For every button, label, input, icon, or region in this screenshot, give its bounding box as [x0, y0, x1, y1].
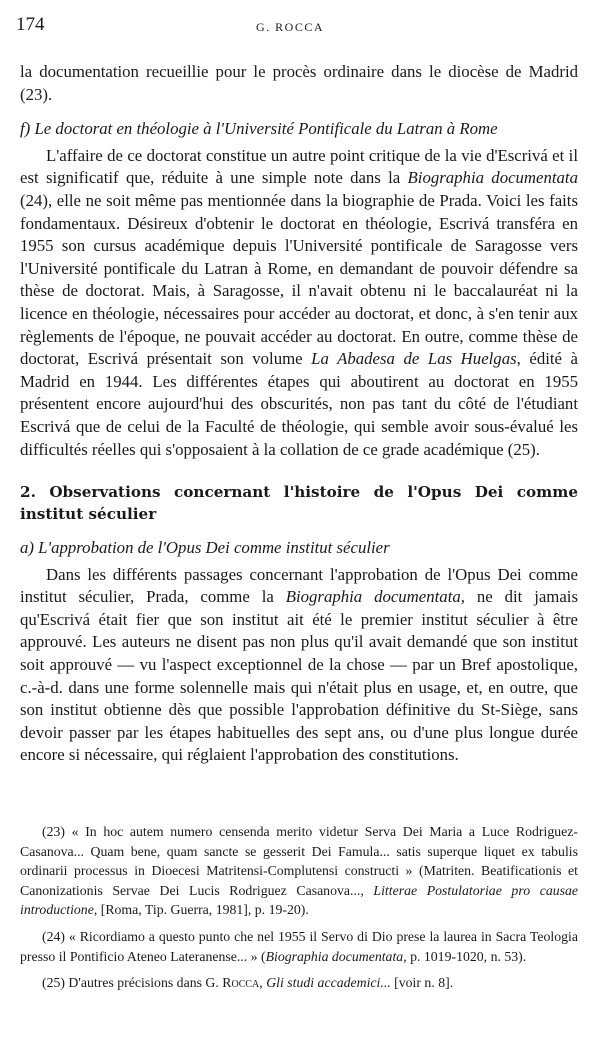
paragraph-approbation: Dans les différents passages concernant l'approbation de l'Opus Dei comme institut séculier, Prada, comme la Biographia documentata, ne dit jamais qu'Escrivá était fier que son institut ait été le premier institut séculier à être approuvé. Les auteurs ne disent pas non plus qu'il avait demandé que son institut soit approuvé — vu l'aspect exceptionnel de la chose — par un Bref apostolique, c.-à-d. dans une forme solennelle mais qui n'était plus en usage, et, en outre, que son institut obtienne dès que possible l'approbation définitive du St-Siège, sans devoir passer par les étapes habituelles des sept ans, ou d'une plus longue durée encore si nécessaire, qui réglaient l'approbation des constitutions.	[20, 564, 578, 765]
section-2-heading: 2. Observations concernant l'histoire de l'Opus Dei comme institut séculier	[20, 483, 578, 524]
paragraph-continuation: la documentation recueillie pour le procès ordinaire dans le diocèse de Madrid (23).	[20, 62, 578, 104]
footnote-24: (24) « Ricordiamo a questo punto che nel 1955 il Servo di Dio prese la laurea in Sacra Teologia presso il Pontificio Ateneo Lateranense... » (Biographia documentata, p. 1019-1020, n. 53).	[20, 928, 578, 964]
title-biographia-2: Biographia documentata,	[285, 587, 465, 607]
page-number: 174	[16, 14, 45, 35]
title-biographia: Biographia documentata	[407, 168, 578, 188]
running-head: G. ROCCA	[256, 20, 325, 34]
title-abadesa: La Abadesa de Las Huelgas	[311, 349, 517, 369]
footnote-23: (23) « In hoc autem numero censenda merito videtur Serva Dei Maria a Luce Rodriguez-Casanova... Quam bene, quam sancte se gesserit Dei Famula... satis superque liquet ex tabulis ordinarii processus in Dioecesi Matritensi-Complutensi constructi » (Matriten. Beatificationis et Canonizationis Servae Dei Lucis Rodriguez Casanova..., Litterae Postulatoriae pro causae introductione, [Roma, Tip. Guerra, 1981], p. 19-20).	[20, 824, 579, 918]
section-a-heading: a) L'approbation de l'Opus Dei comme institut séculier	[20, 538, 390, 558]
paragraph-doctorat: L'affaire de ce doctorat constitue un autre point critique de la vie d'Escrivá et il est significatif que, réduite à une simple note dans la Biographia documentata (24), elle ne soit même pas mentionnée dans la biographie de Prada. Voici les faits fondamentaux. Désireux d'obtenir le doctorat en théologie, Escrivá transféra en 1955 son cursus académique depuis l'Université pontificale de Saragosse vers l'Université pontificale du Latran à Rome, en demandant de pouvoir défendre sa thèse de doctorat. Mais, à Saragosse, il n'avait obtenu ni le baccalauréat ni la licence en théologie, nécessaires pour accéder au doctorat, et donc, à s'en tenir aux règlements de l'époque, ne pouvait accéder au doctorat. En outre, comme thèse de doctorat, Escrivá présentait son volume La Abadesa de Las Huelgas, édité à Madrid en 1944. Les différentes étapes qui aboutirent au doctorat en 1955 présentent encore aujourd'hui des obscurités, non pas tant du côté de l'étudiant Escrivá que de celui de la Faculté de théologie, qui semble avoir sous-évalué les difficultés réelles qui s'opposaient à la collation de ce grade académique (25).	[20, 145, 578, 459]
page-header	[16, 14, 584, 38]
footnote-25: (25) D'autres précisions dans G. Rocca, Gli studi accademici... [voir n. 8].	[42, 975, 454, 991]
section-f-heading: f) Le doctorat en théologie à l'Université Pontificale du Latran à Rome	[20, 119, 498, 139]
footnotes	[20, 822, 578, 1000]
body-text	[20, 61, 578, 767]
